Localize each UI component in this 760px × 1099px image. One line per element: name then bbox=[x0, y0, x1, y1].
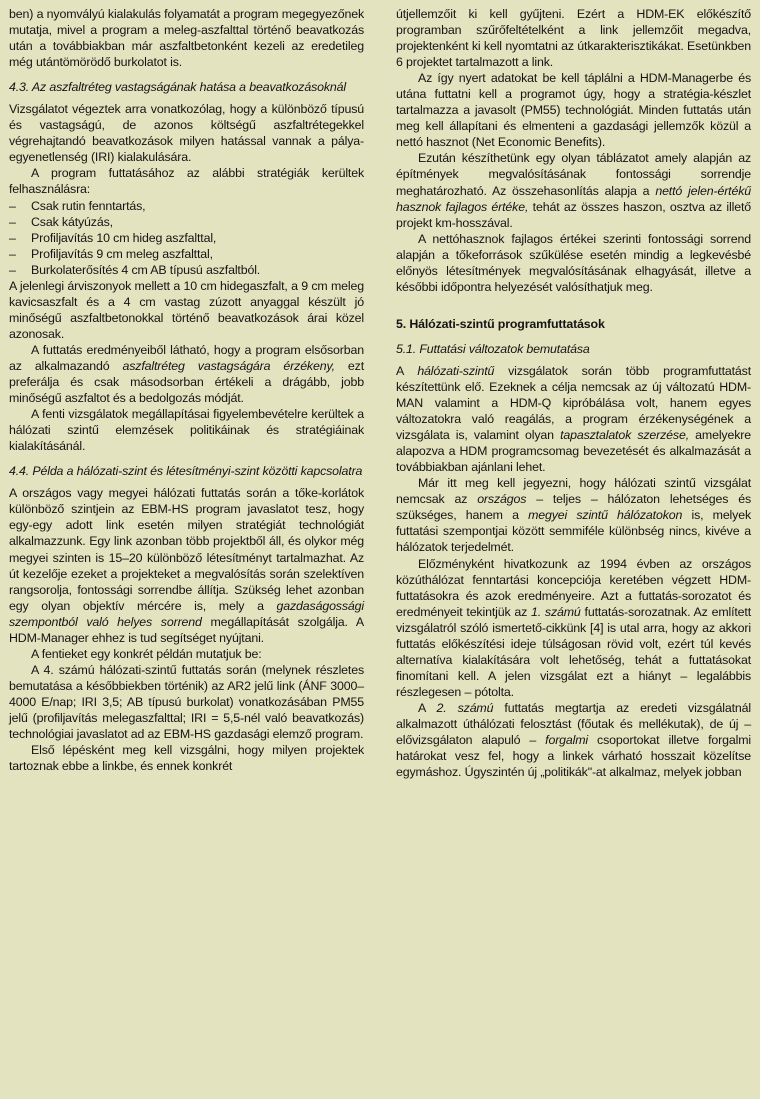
emphasis: tapasztalatok szerzése, bbox=[560, 428, 689, 443]
carryover-paragraph: útjellemzőit ki kell gyűjteni. Ezért a HDM-EK előkészítő programban szűrőfeltételként a link jellemzőit megadva, projektenként ki kell nyomtatni az útkarakterisztikákat. Esetünkben 6 projektet tartalmazott a link. bbox=[396, 7, 751, 70]
emphasis: hálózati-szintű bbox=[417, 363, 495, 378]
list-item: – Profiljavítás 9 cm meleg aszfalttal, bbox=[9, 246, 364, 262]
emphasis: gazdaságossági szempontból való helyes sorrend bbox=[9, 598, 364, 629]
emphasis: nettó jelen-értékű hasznok fajlagos értéke, bbox=[396, 183, 751, 214]
paragraph: A futtatás eredményeiből látható, hogy a program elsősorban az alkalmazandó aszfaltréteg vastagságára érzékeny, ezt preferálja és csak másodsorban értékeli a drágább, jobb minőségű aszfaltot és a bedolgozás módját. bbox=[9, 342, 365, 406]
emphasis: megyei szintű hálózatokon bbox=[528, 508, 683, 523]
list-item: – Burkolaterősítés 4 cm AB típusú aszfaltból. bbox=[9, 262, 364, 278]
paragraph: Ezután készíthetünk egy olyan táblázatot amely alapján az építmények megvalósításának fontossági sorrendje meghatározható. Az összehasonlítás alapja a nettó jelen-értékű hasznok fajlagos értéke, tehát az összes haszon, osztva az illető projekt km-hosszával. bbox=[396, 151, 752, 230]
section-heading-5: 5. Hálózati-szintű programfuttatások bbox=[396, 316, 605, 331]
paragraph: A nettóhasznok fajlagos értékei szerinti fontossági sorrend alapján a tőkeforrások szűkülése esetén mindig a legkevésbé előnyös létesítmények megvalósításának elhagyását, illetve a későbbi időpontra helyezését valósíthatjuk meg. bbox=[396, 231, 751, 294]
paragraph: Első lépésként meg kell vizsgálni, hogy milyen projektek tartoznak ebbe a linkbe, és ennek konkrét bbox=[9, 743, 364, 774]
list-item: – Csak kátyúzás, bbox=[9, 214, 364, 230]
emphasis: 2. számú bbox=[436, 700, 494, 715]
paragraph: A hálózati-szintű vizsgálatok során több programfuttatást készítettünk elő. Ezeknek a célja nemcsak az új változatú HDM-MAN valamint a HDM-Q kipróbálása volt, hanem egyes változatokra való reagálás, a program érzékenységének a vizsgálata is, valamint olyan tapasztalatok szerzése, amelyekre alapozva a HDM programcsomag bevezetését és alkalmazását a továbbiakban ajánlani lehet. bbox=[396, 363, 751, 475]
subsection-heading-5-1: 5.1. Futtatási változatok bemutatása bbox=[396, 341, 590, 356]
list-item: – Profiljavítás 10 cm hideg aszfalttal, bbox=[9, 230, 364, 246]
paragraph: A jelenlegi árviszonyok mellett a 10 cm hidegaszfalt, a 9 cm meleg kavicsaszfalt és a 4 cm vastag zúzott anyaggal készült jó minőségű aszfaltbetonokkal történő beavatkozások árai közel azonosak. bbox=[9, 278, 364, 341]
paragraph: A 4. számú hálózati-szintű futtatás során (melynek részletes bemutatása a későbbiekben történik) az AR2 jelű link (ÁNF 3000–4000 E/nap; IRI 3,5; AB típusú burkolat) vonatkozásában PM55 jelű (profiljavítás melegaszfalttal; IRI = 5,5-nél való beavatkozás) technológiai javaslatot ad az EBM-HS gazdasági elemző program. bbox=[9, 662, 364, 742]
paragraph: A országos vagy megyei hálózati futtatás során a tőke-korlátok különböző szintjein az EBM-HS program javaslatot tesz, hogy egy-egy adott link esetén milyen stratégiát technológiát alkalmazzunk. Egy link azonban több projektből áll, és olykor még megyei szinten is 15–20 különböző létesítményt tartalmazhat. Az út kezelője ezeket a projekteket a megvalósítás során szelektíven rangsorolja, fontossági sorrendbe állítja. Szükség lehet azonban egy olyan objektív mércére is, mely a gazdaságossági szempontból való helyes sorrend megállapítását szolgálja. A HDM-Manager ehhez is tud segítséget nyújtani. bbox=[9, 486, 364, 645]
paragraph: Már itt meg kell jegyezni, hogy hálózati szintű vizsgálat nemcsak az országos – teljes – hálózaton lehetséges és szükséges, hanem a megyei szintű hálózatokon is, melyek futtatási szempontjai között semmiféle különbség nincs, kivéve a hálózatok terjedelmét. bbox=[396, 476, 751, 555]
emphasis: országos bbox=[477, 492, 527, 507]
strategy-list bbox=[9, 198, 364, 278]
paragraph: Az így nyert adatokat be kell táplálni a HDM-Managerbe és utána futtatni kell a programot úgy, hogy a stratégia-készlet tartalmazza a javasolt (PM55) technológiát. Minden futtatás után meg kell állapítani és elmenteni a gazdasági jellemzők közül a nettó hasznot (Net Economic Benefits). bbox=[396, 71, 751, 150]
subsection-heading-4-4: 4.4. Példa a hálózati-szint és létesítményi-szint közötti kapcsolatra bbox=[9, 464, 363, 479]
right-column bbox=[396, 6, 751, 780]
paragraph: A program futtatásához az alábbi stratégiák kerültek felhasználásra: bbox=[9, 166, 364, 197]
left-column bbox=[9, 6, 364, 774]
paragraph: A 2. számú futtatás megtartja az eredeti vizsgálatnál alkalmazott úthálózati felosztást (főutak és mellékutak), de új – elővizsgálaton alapuló – forgalmi csoportokat illetve forgalmi határokat vesz fel, hogy a linkek várható hosszait közelítse egymáshoz. Úgyszintén új „politikák"-at alkalmaz, melyek jobban bbox=[396, 700, 751, 780]
carryover-paragraph: ben) a nyomvályú kialakulás folyamatát a program megegyezőnek mutatja, mivel a program a meleg-aszfalttal történő beavatkozás után a továbbiakban már aszfaltbetonként kezeli az eredetileg még utántömörödő burkolatot is. bbox=[9, 7, 364, 70]
paragraph: Előzményként hivatkozunk az 1994 évben az országos közúthálózat fenntartási koncepciója keretében végzett HDM-futtatásokra és azok eredményeire. Azt a futtatás-sorozatot és eredményeit tekintjük az 1. számú futtatás-sorozatnak. Az említett vizsgálatról szóló ismertető-cikkünk [4] is utal arra, hogy az akkori futtatás előkészítési ideje túlságosan rövid volt, ezért túl kevés alternatíva kialakítására volt lehetőség, tehát a futtatásokat finomítani kell. A jelen vizsgálat ezt a hiányt – legalábbis részlegesen – pótolta. bbox=[396, 556, 751, 699]
subsection-heading-4-3: 4.3. Az aszfaltréteg vastagságának hatása a beavatkozásoknál bbox=[9, 80, 347, 95]
emphasis: aszfaltréteg vastagságára érzékeny, bbox=[122, 358, 335, 373]
list-item: – Csak rutin fenntartás, bbox=[9, 198, 364, 214]
paragraph: A fentieket egy konkrét példán mutatjuk be: bbox=[31, 646, 262, 661]
paragraph: A fenti vizsgálatok megállapításai figyelembevételre kerültek a hálózati szintű elemzések politikáinak és stratégiáinak kialakításánál. bbox=[9, 407, 364, 454]
emphasis: forgalmi bbox=[545, 733, 589, 748]
paragraph: Vizsgálatot végeztek arra vonatkozólag, hogy a különböző típusú és vastagságú, de azonos költségű aszfaltrétegekkel végrehajtandó beavatkozások milyen hatással vannak a pálya-egyenetlenség (IRI) kialakulására. bbox=[9, 102, 364, 165]
emphasis: 1. számú bbox=[531, 604, 581, 619]
